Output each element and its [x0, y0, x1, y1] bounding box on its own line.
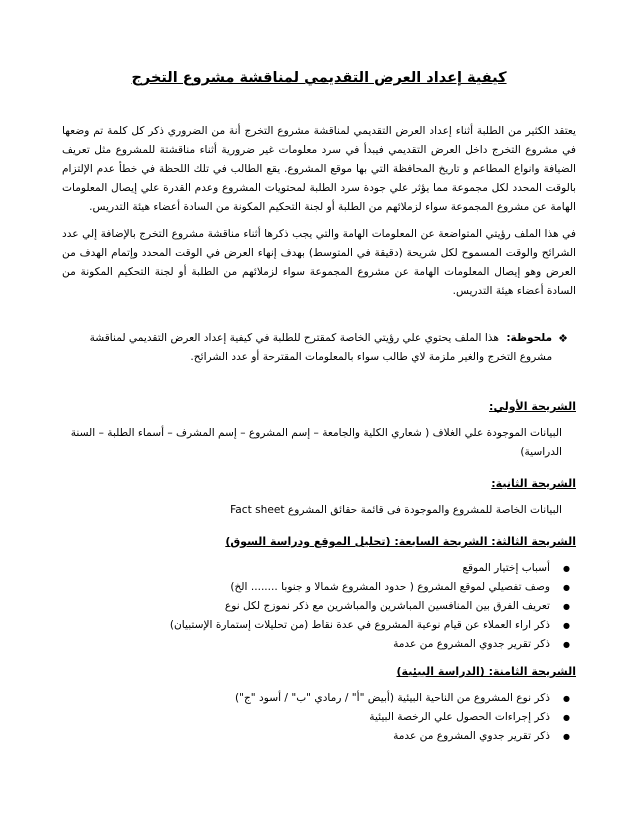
slide1-heading: الشريحة الأولي: [489, 400, 576, 413]
slide2-heading: الشريحة الثانية: [491, 477, 576, 490]
list-item: ● تعريف الفرق بين المنافسين المباشرين والمباشرين مع ذكر نموزج لكل نوع [62, 597, 550, 616]
note-content [62, 329, 552, 367]
slide3-heading: الشريحة الثالثة: الشريحة السابعة: (تحليل الموقع ودراسة السوق) [225, 535, 576, 548]
slide3-list [62, 559, 576, 654]
intro-paragraph-2: في هذا الملف رؤيتي المتواضعة عن المعلومات الهامة والتي يجب ذكرها أثناء مناقشة مشروع التخرج بالإضافة إلي عدد الشرائح والوقت المسموح لكل شريحة (دقيقة في المتوسط) بهدف إنهاء العرض في الوقت المحدد وإتمام الهدف من العرض وهو إيصال المعلومات الهامة عن مشروع المجموعة سواء لزملائهم من الطلبة أو لجنة التحكيم المكونة من السادة أعضاء هيئة التدريس. [62, 228, 576, 297]
intro-paragraph-1: يعتقد الكثير من الطلبة أثناء إعداد العرض التقديمي لمناقشة مشروع التخرج أنة من الضروري ذكر كل كلمة تم وضعها في مشروع التخرج داخل العرض التقديمي فيبدأ في سرد معلومات غير ضرورية أثناء مناقشتة للمشروع مثل تعريف الضيافة وانواع المطاعم و تاريخ المحافظة التي بها موقع المشروع. يقع الطالب في تلك اللحظة في خطأ عدم الإلتزام بالوقت المحدد لكل مجموعة مما يؤثر علي جودة سرد الطلبة لمحتويات المشروع وعدم القدرة علي إيصال المعلومات الهامة عن مشروع المجموعة سواء لزملائهم من الطلبة أو لجنة التحكيم المكونة من السادة أعضاء هيئة التدريس. [62, 125, 576, 213]
list-item: ● ذكر نوع المشروع من الناحية البيئية (أبيض "أ" / رمادي "ب" / أسود "ج") [62, 689, 550, 708]
document-title: كيفية إعداد العرض التقديمي لمناقشة مشروع التخرج [131, 70, 507, 86]
slide1-text: البيانات الموجودة علي الغلاف ( شعاري الكلية والجامعة – إسم المشروع – إسم المشرف – أسماء الطلبة – السنة الدراسية) [70, 427, 562, 458]
diamond-bullet-icon: ❖ [558, 332, 568, 345]
note-label: ملحوظة: [506, 332, 553, 344]
slide8-list [62, 689, 576, 746]
list-item: ● ذكر تقرير جدوي المشروع من عدمة [62, 727, 550, 746]
list-item: ● ذكر تقرير جدوي المشروع من عدمة [62, 635, 550, 654]
list-item: ● ذكر اراء العملاء عن قيام نوعية المشروع في عدة نقاط (من تحليلات إستمارة الإستبيان) [62, 616, 550, 635]
slide2-text: البيانات الخاصة للمشروع والموجودة فى قائمة حقائق المشروع Fact sheet [230, 504, 562, 516]
note-block [62, 329, 568, 367]
list-item: ● أسباب إختيار الموقع [62, 559, 550, 578]
slide8-heading: الشريحة الثامنة: (الدراسة البيئية) [396, 665, 576, 678]
list-item: ● وصف تفصيلي لموقع المشروع ( حدود المشروع شمالا و جنوبا ........ الخ) [62, 578, 550, 597]
list-item: ● ذكر إجراءات الحصول علي الرخصة البيئية [62, 708, 550, 727]
note-text: هذا الملف يحتوي علي رؤيتي الخاصة كمقترح للطلبة في كيفية إعداد العرض التقديمي لمناقشة مشروع التخرج والغير ملزمة لاي طالب سواء بالمعلومات المقترحة أو عدد الشرائح. [89, 332, 553, 363]
